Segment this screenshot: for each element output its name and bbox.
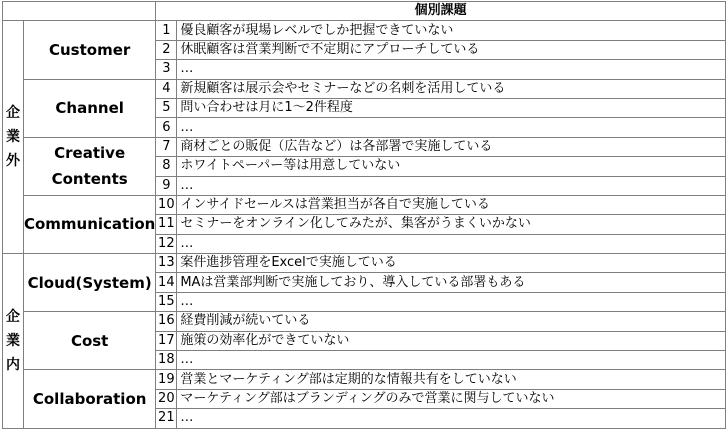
issue-text: 案件進捗管理をExcelで実施している xyxy=(177,254,726,273)
table-row xyxy=(3,137,726,156)
row-number: 4 xyxy=(156,79,177,98)
group-external-label: 企 業 外 xyxy=(3,21,24,254)
issue-text: 営業とマーケティング部は定期的な情報共有をしていない xyxy=(177,370,726,389)
table-row xyxy=(3,370,726,389)
issue-text: インサイドセールスは営業担当が各自で実施している xyxy=(177,195,726,214)
issue-text: MAは営業部判断で実施しており、導入している部署もある xyxy=(177,273,726,292)
row-number: 12 xyxy=(156,234,177,253)
category-cloud-system: Cloud(System) xyxy=(23,254,155,312)
table-row xyxy=(3,79,726,98)
row-number: 14 xyxy=(156,273,177,292)
category-customer: Customer xyxy=(23,21,155,79)
row-number: 11 xyxy=(156,215,177,234)
issue-text: 休眠顧客は営業判断で不定期にアプローチしている xyxy=(177,40,726,59)
issue-text: … xyxy=(177,60,726,79)
header-row xyxy=(3,2,726,21)
row-number: 6 xyxy=(156,118,177,137)
category-communication: Communication xyxy=(23,195,155,253)
issue-text: 経費削減が続いている xyxy=(177,312,726,331)
row-number: 18 xyxy=(156,351,177,370)
issue-text: 商材ごとの販促（広告など）は各部署で実施している xyxy=(177,137,726,156)
category-collaboration: Collaboration xyxy=(23,370,155,428)
row-number: 9 xyxy=(156,176,177,195)
row-number: 2 xyxy=(156,40,177,59)
category-cost: Cost xyxy=(23,312,155,370)
row-number: 16 xyxy=(156,312,177,331)
issue-text: … xyxy=(177,351,726,370)
header-title: 個別課題 xyxy=(156,2,726,21)
category-channel: Channel xyxy=(23,79,155,137)
row-number: 13 xyxy=(156,254,177,273)
row-number: 21 xyxy=(156,409,177,428)
row-number: 7 xyxy=(156,137,177,156)
row-number: 15 xyxy=(156,292,177,311)
row-number: 19 xyxy=(156,370,177,389)
issues-table xyxy=(2,1,726,429)
issue-text: 新規顧客は展示会やセミナーなどの名刺を活用している xyxy=(177,79,726,98)
issue-text: セミナーをオンライン化してみたが、集客がうまくいかない xyxy=(177,215,726,234)
issue-text: … xyxy=(177,118,726,137)
issue-text: マーケティング部はブランディングのみで営業に関与していない xyxy=(177,389,726,408)
row-number: 20 xyxy=(156,389,177,408)
row-number: 10 xyxy=(156,195,177,214)
category-creative-contents: Creative Contents xyxy=(23,137,155,195)
table-row xyxy=(3,312,726,331)
issue-text: 優良顧客が現場レベルでしか把握できていない xyxy=(177,21,726,40)
issue-text: … xyxy=(177,409,726,428)
issue-text: 問い合わせは月に1～2件程度 xyxy=(177,98,726,117)
table-row xyxy=(3,195,726,214)
table-row xyxy=(3,21,726,40)
group-internal-label: 企 業 内 xyxy=(3,254,24,429)
issue-text: ホワイトペーパー等は用意していない xyxy=(177,157,726,176)
issue-text: … xyxy=(177,176,726,195)
issue-text: … xyxy=(177,234,726,253)
header-blank-cell xyxy=(3,2,156,21)
issue-text: … xyxy=(177,292,726,311)
row-number: 3 xyxy=(156,60,177,79)
row-number: 8 xyxy=(156,157,177,176)
row-number: 5 xyxy=(156,98,177,117)
issue-text: 施策の効率化ができていない xyxy=(177,331,726,350)
row-number: 17 xyxy=(156,331,177,350)
table-row xyxy=(3,254,726,273)
row-number: 1 xyxy=(156,21,177,40)
